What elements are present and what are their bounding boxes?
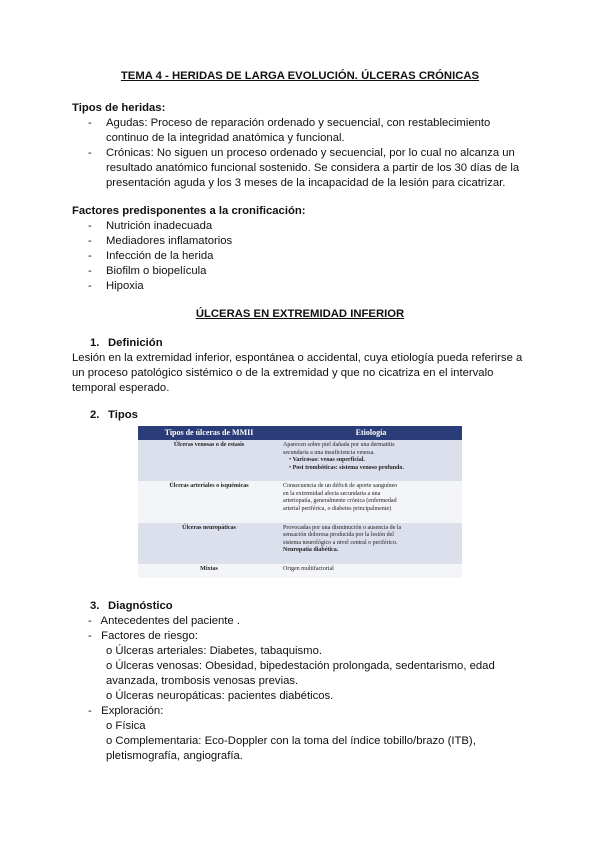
definicion-heading: 1. Definición: [90, 337, 163, 349]
table-row: Úlceras venosas o de estasis Aparecen sobre piel dañada por una dermatitis secundaria a una insuficiencia venosa. • Varicosas: venas superficial. • Post trombóticas: sistema venoso profundo.: [138, 440, 462, 481]
list-item: - Infección de la herida: [88, 250, 214, 262]
list-item: o Úlceras neuropáticas: pacientes diabéticos.: [106, 690, 334, 702]
list-item: - Hipoxia: [88, 280, 144, 292]
tipos-heading: Tipos de heridas:: [72, 102, 166, 114]
factores-list: [88, 219, 528, 294]
ulcer-types-table: [138, 426, 462, 578]
definicion-text: Lesión en la extremidad inferior, espontánea o accidental, cuya etiología pueda referirse a un proceso patológico sistémico o de la extremidad y que no cicatriza en el intervalo temporal esperado.: [72, 352, 523, 394]
list-item: - Factores de riesgo:: [88, 630, 198, 642]
list-item: o Úlceras arteriales: Diabetes, tabaquismo.: [106, 645, 322, 657]
table-header: Tipos de úlceras de MMII: [138, 426, 280, 440]
list-item: avanzada, trombosis venosas previas.: [106, 675, 299, 687]
list-item: o Complementaria: Eco-Doppler con la toma del índice tobillo/brazo (ITB),: [106, 735, 476, 747]
page-title: TEMA 4 - HERIDAS DE LARGA EVOLUCIÓN. ÚLCERAS CRÓNICAS: [120, 70, 480, 82]
diagnostico-heading: 3. Diagnóstico: [90, 600, 173, 612]
list-item: - Antecedentes del paciente .: [88, 615, 240, 627]
list-item: o Úlceras venosas: Obesidad, bipedestación prolongada, sedentarismo, edad: [106, 660, 495, 672]
list-item: - Nutrición inadecuada: [88, 220, 213, 232]
diagnostico-list: [88, 614, 528, 764]
tipos-list: [88, 116, 528, 191]
list-item: - Exploración:: [88, 705, 164, 717]
list-item: - Crónicas: No siguen un proceso ordenado y secuencial, por lo cual no alcanza un resultado anatómico funcional sostenido. Se considera a partir de los 30 días de la presentación aguda y los 3 meses de la incapacidad de la lesión para cicatrizar.: [88, 147, 520, 189]
table-row: Úlceras arteriales o isquémicas Consecuencia de un déficit de aporte sanguíneo en la extremidad afecta secundaria a una arteriopatía, generalmente crónica (enfermedad arterial periférica, o diabetes principalmente): [138, 481, 462, 522]
table-row: Mixtas Origen multifactorial: [138, 564, 462, 578]
table-header: Etiología: [280, 426, 462, 440]
list-item: pletismografía, angiografía.: [106, 750, 243, 762]
tipos-section-heading: 2. Tipos: [90, 409, 138, 421]
list-item: o Física: [106, 720, 146, 732]
list-item: - Mediadores inflamatorios: [88, 235, 233, 247]
list-item: - Biofilm o biopelícula: [88, 265, 207, 277]
factores-heading: Factores predisponentes a la cronificación:: [72, 205, 306, 217]
list-item: - Agudas: Proceso de reparación ordenado y secuencial, con restablecimiento continuo de la integridad anatómica y funcional.: [88, 117, 491, 144]
table-row: Úlceras neuropáticas Provocadas por una disminución o ausencia de la sensación dolorosa producida por la lesión del sistema neurológico a nivel central o periférico. Neuropatía diabética.: [138, 523, 462, 564]
section-title: ÚLCERAS EN EXTREMIDAD INFERIOR: [195, 308, 405, 320]
